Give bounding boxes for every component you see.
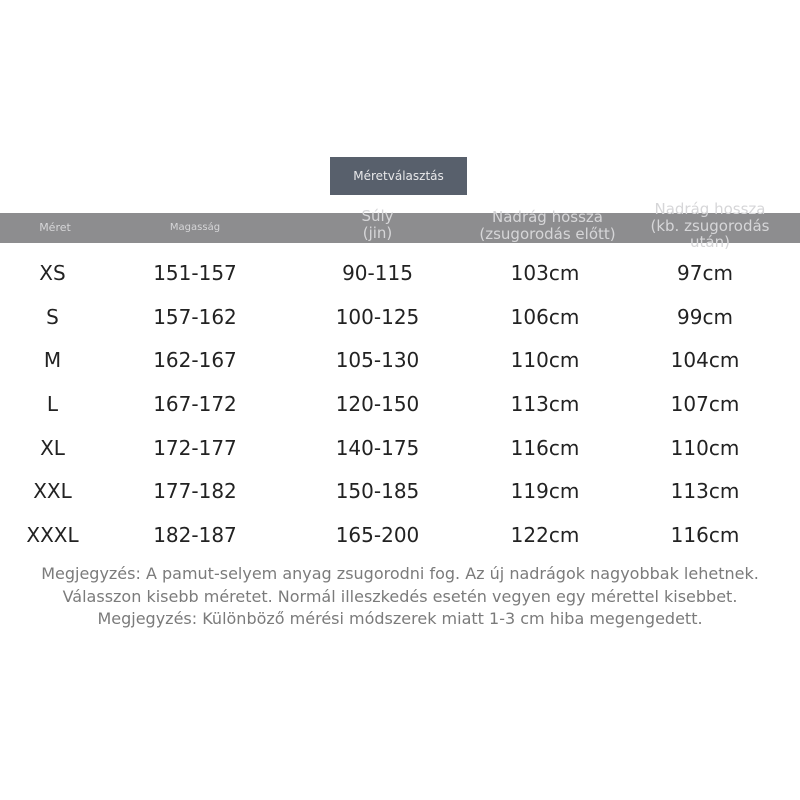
cell-weight: 100-125	[335, 304, 420, 329]
table-row	[0, 338, 800, 382]
cell-height: 157-162	[153, 304, 237, 329]
cell-length-before: 106cm	[510, 304, 580, 329]
cell-length-before: 119cm	[510, 479, 580, 504]
header-weight: Súly (jin)	[361, 207, 394, 242]
cell-size: XL	[40, 435, 65, 460]
table-row	[0, 426, 800, 470]
size-table-body	[0, 251, 800, 557]
cell-weight: 140-175	[335, 435, 420, 460]
cell-size: L	[46, 391, 59, 416]
table-row	[0, 469, 800, 513]
table-row	[0, 513, 800, 557]
cell-height: 177-182	[153, 479, 237, 504]
cell-length-before: 110cm	[510, 348, 580, 373]
cell-length-before: 103cm	[510, 260, 580, 285]
table-row	[0, 382, 800, 426]
cell-size: XXL	[33, 479, 72, 504]
table-row	[0, 251, 800, 295]
header-height: Magasság	[169, 222, 221, 234]
cell-length-after: 113cm	[670, 479, 740, 504]
cell-height: 162-167	[153, 348, 237, 373]
cell-length-before: 122cm	[510, 522, 580, 547]
cell-length-after: 116cm	[670, 522, 740, 547]
cell-height: 167-172	[153, 391, 237, 416]
header-size: Méret	[39, 220, 71, 234]
cell-size: M	[43, 348, 62, 373]
cell-height: 172-177	[153, 435, 237, 460]
cell-length-before: 113cm	[510, 391, 580, 416]
cell-length-after: 104cm	[670, 348, 740, 373]
header-length-before: Nadrág hossza (zsugorodás előtt)	[479, 208, 616, 243]
cell-length-after: 110cm	[670, 435, 740, 460]
size-note: Megjegyzés: A pamut-selyem anyag zsugorodni fog. Az új nadrágok nagyobbak lehetnek. Válasszon kisebb méretet. Normál illeszkedés esetén vegyen egy mérettel kisebbet. Megjegyzés: Különböző mérési módszerek miatt 1-3 cm hiba megengedett.	[41, 564, 759, 628]
cell-weight: 120-150	[335, 391, 420, 416]
header-length-after: Nadrág hossza (kb. zsugorodás után)	[650, 199, 770, 252]
size-chart-title: Méretválasztás	[330, 157, 467, 195]
cell-size: XS	[39, 260, 66, 285]
cell-height: 151-157	[153, 260, 237, 285]
cell-height: 182-187	[153, 522, 237, 547]
cell-size: XXXL	[26, 522, 79, 547]
cell-length-after: 97cm	[677, 260, 733, 285]
cell-length-before: 116cm	[510, 435, 580, 460]
cell-length-after: 107cm	[670, 391, 740, 416]
cell-weight: 150-185	[335, 479, 420, 504]
table-row	[0, 295, 800, 339]
cell-size: S	[46, 304, 59, 329]
cell-weight: 105-130	[335, 348, 420, 373]
cell-length-after: 99cm	[677, 304, 733, 329]
cell-weight: 90-115	[342, 260, 413, 285]
cell-weight: 165-200	[335, 522, 420, 547]
